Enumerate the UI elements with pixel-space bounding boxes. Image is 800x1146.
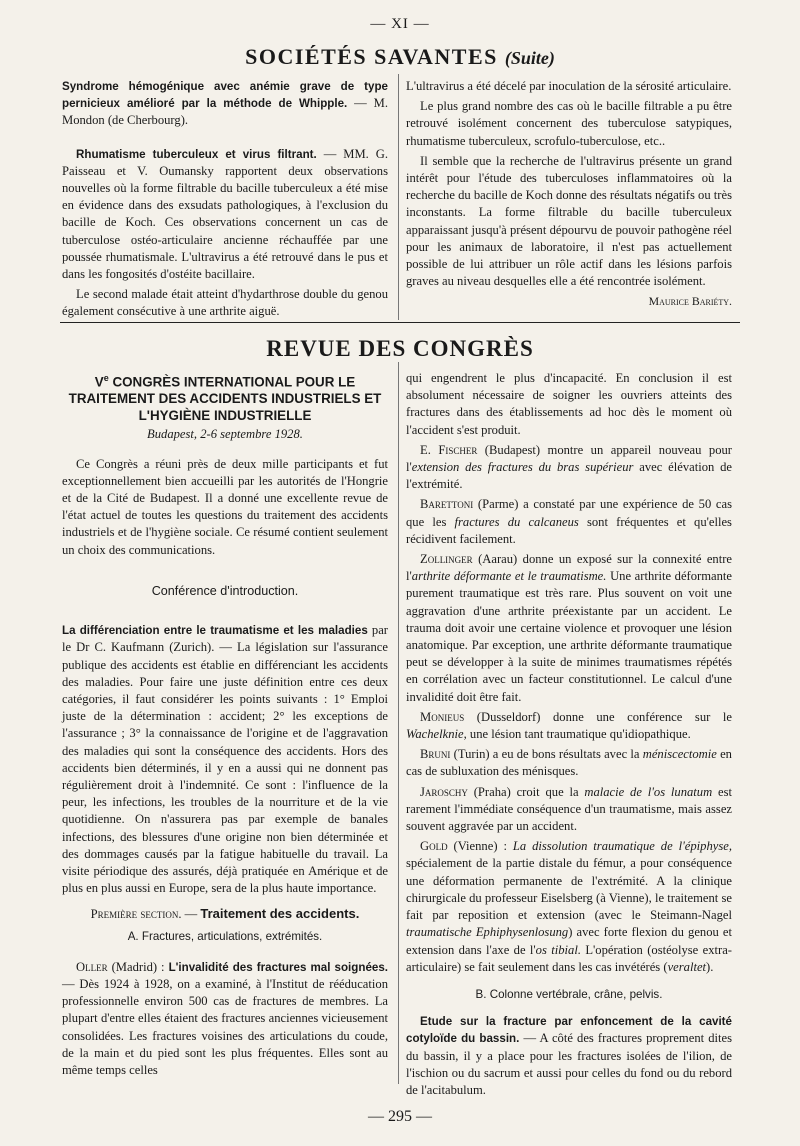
column-divider-bottom xyxy=(398,362,399,1084)
abstract-paisseau: Rhumatisme tuberculeux et virus filtrant. — MM. G. Paisseau et V. Oumansky rapportent deux observations nouvelles où la forme filtrable du bacille tuberculeux a été mise en évidence dans des exsudats pathologiques, à l'exclusion du bacille de Koch. Ces observations concernent un cas de tuberculose ostéo-articulaire ancienne réchauffée par une poussée rhumatismale. L'ultravirus a été retrouvé dans le pus et dans les fongosités d'ostéite bacillaire. xyxy=(62,146,388,282)
congress-title: Ve CONGRÈS INTERNATIONAL POUR LE TRAITEMENT DES ACCIDENTS INDUSTRIELS ET L'HYGIÈNE INDUSTRIELLE xyxy=(68,373,382,424)
abstract-paisseau-cont: Le second malade était atteint d'hydarthrose double du genou également consécutive à une arthrite aiguë. xyxy=(62,287,388,319)
roman-page-number: — XI — xyxy=(370,16,430,32)
abstract-gold: Gold (Vienne) : La dissolution traumatique de l'épiphyse, spécialement de la partie distale du fémur, a pour conséquence une déformation permanente de l'extrémité. A la clinique chirurgicale du professeur Eiselsberg (à Vienne), le traitement se fait par reposition et extension (avec le Steimann-Nagel traumatische Ephiphysenlosung) avec forte flexion du genou et extension dans l'axe de l'os tibial. L'opération (ostéolyse extra-articulaire) se fait seulement dans les cas invétérés (veraltet). xyxy=(406,839,733,974)
abstract-kaufmann: La différenciation entre le traumatisme et les maladies par le Dr C. Kaufmann (Zurich). — La législation sur l'assurance publique des accidents est établie en différenciant les accidents des maladies. Pour faire une juste définition entre ces deux catégories, il faut considérer les points suivants : 1° Emploi juste de la détermination : accident; 2° les exceptions de l'assurance ; 3° la connaissance de l'origine et de l'aggravation des maladies qui sont la conséquence des accidents. Hors des accidents bien déterminés, il y en a aussi qui ne donnent pas régulièrement droit à l'indemnité. Ce sont : l'influence de la peur, les infections, les troubles de la nourriture et de la vie quotidienne. On n'assurera pas par exemple de banales infections, des blessures d'une origine non bien déterminée et des dommages causés par la fatigue habituelle du travail. La visite périodique des assurés, déjà pratiquée en Amérique et de plus en plus aussi en Europe, sera de la plus haute importance. xyxy=(62,623,388,896)
subsection-b-heading: B. Colonne vertébrale, crâne, pelvis. xyxy=(475,987,663,1001)
page-number: — 295 — xyxy=(368,1108,432,1125)
first-section-heading: Première section. — Traitement des accidents. xyxy=(90,906,360,922)
revue-heading: REVUE DES CONGRÈS xyxy=(266,336,534,361)
paragraph: Le plus grand nombre des cas où le bacille filtrable a pu être retrouvé isolément concernent des tuberculose satypiques, rhumatisme tuberculeux, scrofulo-tuberculose, etc.. xyxy=(406,99,732,148)
subsection-a-heading: A. Fractures, articulations, extrémités. xyxy=(127,929,323,943)
congress-place: Budapest, 2-6 septembre 1928. xyxy=(147,427,303,442)
abstract-bassin: Etude sur la fracture par enfoncement de la cavité cotyloïde du bassin. — A côté des fractures proprement dites du bassin, il y a place pour les fractures isolées de l'ilion, de l'ischion ou du sacrum et aussi pour celles du fond ou du rebord de l'acitabulum. xyxy=(406,1015,733,1097)
section-suite: (Suite) xyxy=(504,48,555,68)
paragraph: Il semble que la recherche de l'ultravirus présente un grand intérêt pour l'étude des tuberculoses inflammatoires où la recherche du bacille de Koch donne des résultats négatifs ou très inconstants. La forme filtrable du bacille tuberculeux apparaissant jusqu'à présent dépourvu de pouvoir pathogène réel pour les animaux de laboratoire, il n'est pas actuellement possible de lui attribuer un rôle actif dans les lésions parfois graves au niveau desquelles elle a été rencontrée isolément. xyxy=(406,153,732,289)
top-right-column xyxy=(406,78,732,311)
section-heading xyxy=(0,44,800,70)
abstract-fischer: E. Fischer (Budapest) montre un appareil nouveau pour l'extension des fractures du bras supérieur avec élévation de l'extrémité. xyxy=(406,442,733,492)
revue-left-column xyxy=(62,370,388,1082)
congress-intro: Ce Congrès a réuni près de deux mille participants et fut exceptionnellement bien accueilli par les autorités de l'Hongrie et de la Cité de Budapest. Il a donné une excellente revue de l'état actuel de toutes les questions du traitement des accidents industriels et de l'hygiène sociale. Ce résumé contient seulement un choix des communications. xyxy=(62,456,388,557)
abstract-bruni: Bruni (Turin) a eu de bons résultats avec la méniscectomie en cas de subluxation des ménisques. xyxy=(406,747,732,779)
abstract-oller-cont: qui engendrent le plus d'incapacité. En conclusion il est absolument nécessaire de soigner les ouvriers atteints des fractures dans des établissements ad hoc dès le moment où l'accident s'est produit. xyxy=(406,371,732,437)
top-left-column xyxy=(62,78,388,324)
author-signature: Maurice Bariéty. xyxy=(648,294,732,309)
conference-heading: Conférence d'introduction. xyxy=(151,583,299,598)
abstract-zollinger: Zollinger (Aarau) donne un exposé sur la connexité entre l'arthrite déformante et le traumatisme. Une arthrite déformante purement traumatique est très rare. Plus souvent on voit une aggravation d'une arthrite préexistante par un accident. Le trauma doit avoir une certaine violence et provoquer une lésion anatomique. Par exception, une arthrite déformante traumatique peut se développer à la suite de minimes traumatismes répétés en corrélation avec un facteur constitutionnel. Le calcul d'une invalidité doit être fait. xyxy=(406,552,733,704)
section-rule xyxy=(60,322,740,323)
section-title: SOCIÉTÉS SAVANTES xyxy=(245,44,498,69)
revue-right-column xyxy=(406,370,732,1102)
column-divider-top xyxy=(398,74,399,320)
abstract-oller: Oller (Madrid) : L'invalidité des fractures mal soignées. — Dès 1924 à 1928, on a examiné, à l'Institut de rééducation professionnelle environ 500 cas de fractures de membres. La plupart d'entre elles étaient des fractures anciennes vicieusement consolidées. Les fractures voisines des articulations du coude, de la main et du pied sont les plus fréquentes. Elles sont au même temps celles xyxy=(62,959,389,1077)
paragraph: L'ultravirus a été décelé par inoculation de la sérosité articulaire. xyxy=(406,79,732,93)
abstract-barettoni: Barettoni (Parme) a constaté par une expérience de 50 cas que les fractures du calcaneus sont fréquentes et qu'elles récidivent facilement. xyxy=(406,497,732,546)
abstract-jaroschy: Jaroschy (Praha) croit que la malacie de l'os lunatum est rarement l'immédiate conséquence d'un traumatisme, mais assez souvent aggravée par un accident. xyxy=(406,784,732,834)
abstract-mondon: Syndrome hémogénique avec anémie grave de type pernicieux amélioré par la méthode de Whipple. — M. Mondon (de Cherbourg). xyxy=(62,80,388,128)
abstract-monieus: Monieus (Dusseldorf) donne une conférence sur le Wachelknie, une lésion tant traumatique qu'idiopathique. xyxy=(406,709,732,742)
